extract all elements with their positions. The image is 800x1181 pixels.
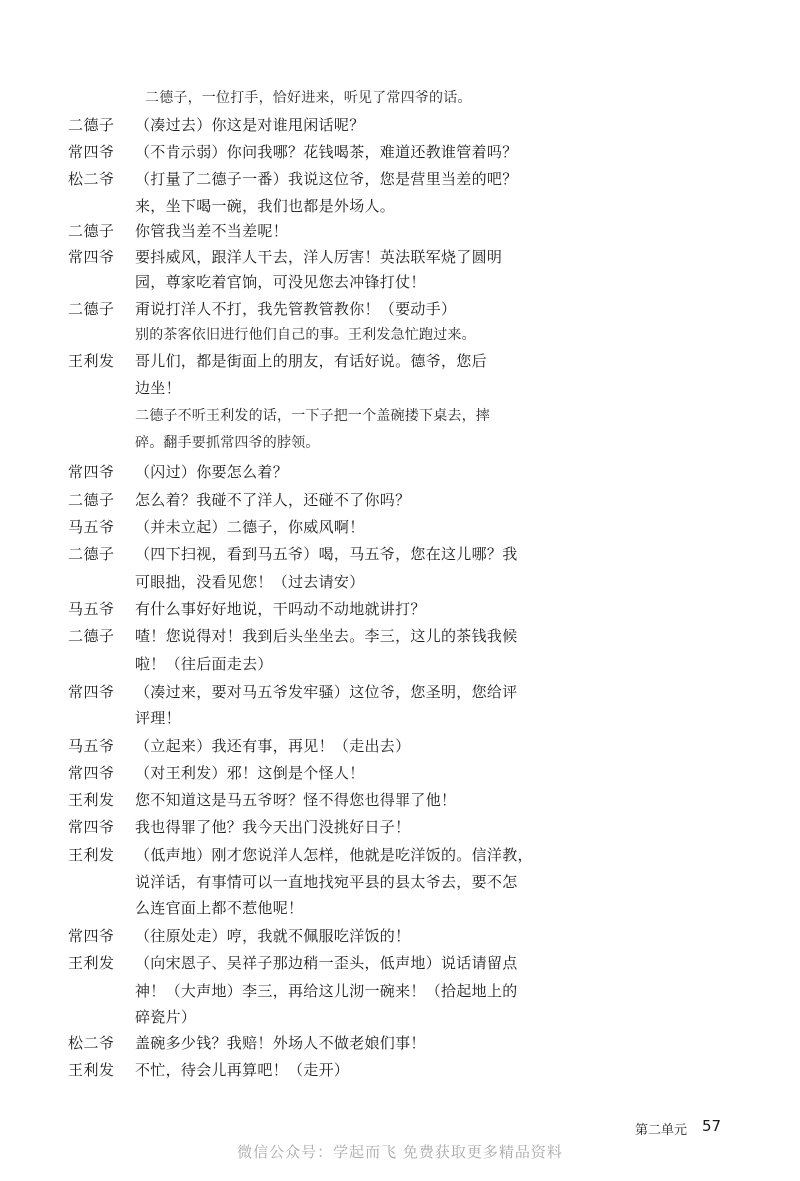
speaker-name: 常四爷 xyxy=(68,818,115,836)
dialogue-text: （对王利发）邪！这倒是个怪人！ xyxy=(135,764,365,782)
unit-label: 第二单元 xyxy=(635,1123,688,1138)
dialogue-text: 说洋话，有事情可以一直地找宛平县的县太爷去，要不怎 xyxy=(135,873,518,891)
dialogue-text: （四下扫视，看到马五爷）喝，马五爷，您在这儿哪？我 xyxy=(135,545,518,563)
dialogue-text: 我也得罪了他？我今天出门没挑好日子！ xyxy=(135,818,411,836)
dialogue-text: 哥儿们，都是街面上的朋友，有话好说。德爷，您后 xyxy=(135,352,487,370)
dialogue-text: （立起来）我还有事，再见！（走出去） xyxy=(135,737,411,755)
dialogue-text: （闪过）你要怎么着？ xyxy=(135,463,289,481)
dialogue-text: （不肯示弱）你问我哪？花钱喝茶，难道还教谁管着吗？ xyxy=(135,143,518,161)
dialogue-text: （凑过去）你这是对谁甩闲话呢？ xyxy=(135,116,365,134)
speaker-name: 王利发 xyxy=(68,846,115,864)
dialogue-text: （低声地）刚才您说洋人怎样，他就是吃洋饭的。信洋教， xyxy=(135,846,533,864)
speaker-name: 常四爷 xyxy=(68,764,115,782)
speaker-name: 常四爷 xyxy=(68,927,115,945)
dialogue-text: 不忙，待会儿再算吧！（走开） xyxy=(135,1061,350,1079)
speaker-name: 二德子 xyxy=(68,222,115,240)
dialogue-text: 怎么着？我碰不了洋人，还碰不了你吗？ xyxy=(135,491,411,509)
speaker-name: 二德子 xyxy=(68,491,115,509)
dialogue-text: 要抖威风，跟洋人干去，洋人厉害！英法联军烧了圆明 xyxy=(135,248,503,266)
dialogue-text: 你管我当差不当差呢！ xyxy=(135,222,289,240)
dialogue-text: （打量了二德子一番）我说这位爷，您是营里当差的吧？ xyxy=(135,170,518,188)
speaker-name: 常四爷 xyxy=(68,683,115,701)
speaker-name: 松二爷 xyxy=(68,170,115,188)
page-number: 57 xyxy=(702,1117,722,1135)
dialogue-text: （向宋恩子、吴祥子那边稍一歪头，低声地）说话请留点 xyxy=(135,954,518,972)
dialogue-text: 啦！（往后面走去） xyxy=(135,655,273,673)
dialogue-text: 您不知道这是马五爷呀？怪不得您也得罪了他！ xyxy=(135,791,457,809)
dialogue-text: 评理！ xyxy=(135,709,181,727)
speaker-name: 松二爷 xyxy=(68,1034,115,1052)
dialogue-text: 甭说打洋人不打，我先管教管教你！（要动手） xyxy=(135,300,457,318)
stage-direction: 二德子，一位打手，恰好进来，听见了常四爷的话。 xyxy=(145,90,472,106)
speaker-name: 王利发 xyxy=(68,791,115,809)
dialogue-text: 么连官面上都不惹他呢！ xyxy=(135,899,304,917)
speaker-name: 马五爷 xyxy=(68,518,115,536)
speaker-name: 王利发 xyxy=(68,954,115,972)
speaker-name: 王利发 xyxy=(68,1061,115,1079)
stage-direction: 别的茶客依旧进行他们自己的事。王利发急忙跑过来。 xyxy=(135,327,476,343)
speaker-name: 常四爷 xyxy=(68,143,115,161)
dialogue-text: （往原处走）哼，我就不佩服吃洋饭的！ xyxy=(135,927,411,945)
dialogue-text: 喳！您说得对！我到后头坐坐去。李三，这儿的茶钱我候 xyxy=(135,627,518,645)
speaker-name: 二德子 xyxy=(68,627,115,645)
dialogue-text: 边坐！ xyxy=(135,379,181,397)
speaker-name: 常四爷 xyxy=(68,463,115,481)
dialogue-text: 盖碗多少钱？我赔！外场人不做老娘们事！ xyxy=(135,1034,426,1052)
speaker-name: 王利发 xyxy=(68,352,115,370)
speaker-name: 二德子 xyxy=(68,545,115,563)
watermark: 微信公众号：学起而飞 免费获取更多精品资料 xyxy=(237,1143,563,1161)
dialogue-text: 园，尊家吃着官饷，可没见您去冲锋打仗！ xyxy=(135,273,426,291)
dialogue-text: （并未立起）二德子，你威风啊！ xyxy=(135,518,365,536)
dialogue-text: 可眼拙，没看见您！（过去请安） xyxy=(135,573,365,591)
dialogue-text: 碎瓷片） xyxy=(135,1008,197,1026)
stage-direction: 碎。翻手要抓常四爷的脖领。 xyxy=(135,435,320,451)
stage-direction: 二德子不听王利发的话，一下子把一个盖碗搂下桌去，摔 xyxy=(135,408,490,424)
speaker-name: 马五爷 xyxy=(68,600,115,618)
dialogue-text: 有什么事好好地说，干吗动不动地就讲打？ xyxy=(135,600,426,618)
speaker-name: 常四爷 xyxy=(68,248,115,266)
speaker-name: 二德子 xyxy=(68,300,115,318)
dialogue-text: （凑过来，要对马五爷发牢骚）这位爷，您圣明，您给评 xyxy=(135,683,518,701)
dialogue-text: 来，坐下喝一碗，我们也都是外场人。 xyxy=(135,197,396,215)
speaker-name: 马五爷 xyxy=(68,737,115,755)
speaker-name: 二德子 xyxy=(68,116,115,134)
dialogue-text: 神！（大声地）李三，再给这儿沏一碗来！（拾起地上的 xyxy=(135,982,518,1000)
